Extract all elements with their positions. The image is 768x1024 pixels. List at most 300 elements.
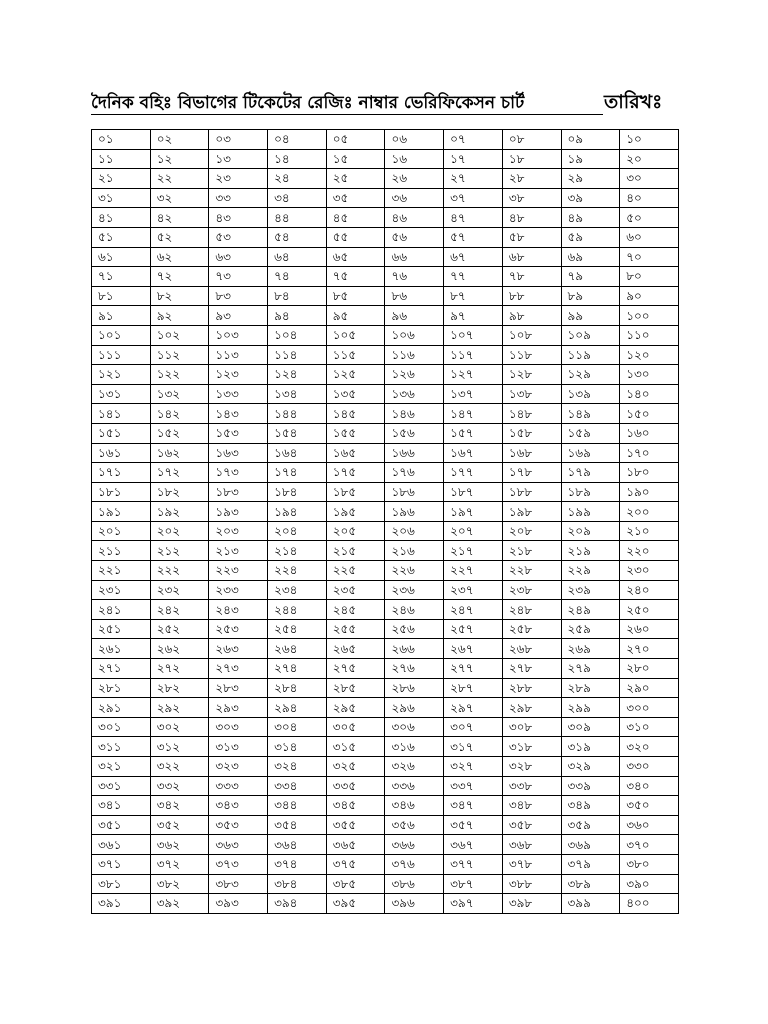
table-cell: ২৫৯: [561, 619, 620, 639]
table-cell: ৩৩: [209, 188, 268, 208]
table-cell: ৩৮৭: [444, 874, 503, 894]
table-cell: ৩৫৪: [268, 815, 327, 835]
table-cell: ২০৫: [326, 521, 385, 541]
table-cell: ২০৬: [385, 521, 444, 541]
table-cell: ১৪৫: [326, 404, 385, 424]
table-cell: ৩৯৪: [268, 894, 327, 914]
table-cell: ২৯০: [620, 678, 679, 698]
table-cell: ০৮: [502, 130, 561, 150]
table-cell: ৩৯৬: [385, 894, 444, 914]
table-cell: ২৮: [502, 169, 561, 189]
table-cell: ০৬: [385, 130, 444, 150]
table-cell: ৩৫৮: [502, 815, 561, 835]
table-cell: ২৪১: [92, 600, 151, 620]
table-cell: ৩৩২: [150, 776, 209, 796]
table-cell: ৩৪৯: [561, 796, 620, 816]
table-row: [92, 541, 679, 561]
table-cell: ১৭৭: [444, 463, 503, 483]
table-cell: ৩৭৬: [385, 854, 444, 874]
table-cell: ১১৭: [444, 345, 503, 365]
table-cell: ৩৯০: [620, 874, 679, 894]
table-cell: ২৬৬: [385, 639, 444, 659]
table-cell: ৩১২: [150, 737, 209, 757]
table-cell: ২৮৫: [326, 678, 385, 698]
table-row: [92, 384, 679, 404]
table-cell: ২৬৭: [444, 639, 503, 659]
table-cell: ১১৬: [385, 345, 444, 365]
table-cell: ১১৯: [561, 345, 620, 365]
table-cell: ৯৭: [444, 306, 503, 326]
table-cell: ৩৭২: [150, 854, 209, 874]
table-cell: ৩৭৫: [326, 854, 385, 874]
table-cell: ৩০৪: [268, 717, 327, 737]
table-cell: ৩৮৬: [385, 874, 444, 894]
table-cell: ৩১৯: [561, 737, 620, 757]
table-cell: ১৩৮: [502, 384, 561, 404]
table-cell: ১৭৪: [268, 463, 327, 483]
table-cell: ১৭৮: [502, 463, 561, 483]
table-cell: ২৩২: [150, 580, 209, 600]
table-cell: ১০: [620, 130, 679, 150]
table-cell: ২৪৩: [209, 600, 268, 620]
table-cell: ৩৩৫: [326, 776, 385, 796]
table-cell: ১৬০: [620, 423, 679, 443]
table-cell: ১৯১: [92, 502, 151, 522]
table-row: [92, 678, 679, 698]
table-cell: ২৮৭: [444, 678, 503, 698]
table-cell: ১৬২: [150, 443, 209, 463]
table-cell: ২৩৩: [209, 580, 268, 600]
table-cell: ১২৩: [209, 365, 268, 385]
table-cell: ৮৯: [561, 286, 620, 306]
table-cell: ৫২: [150, 227, 209, 247]
table-cell: ১৪৮: [502, 404, 561, 424]
table-cell: ৩৯৭: [444, 894, 503, 914]
table-cell: ১১৩: [209, 345, 268, 365]
table-cell: ২২৬: [385, 561, 444, 581]
table-cell: ৩৭৭: [444, 854, 503, 874]
table-cell: ২০৪: [268, 521, 327, 541]
table-cell: ১৫২: [150, 423, 209, 443]
table-cell: ০৭: [444, 130, 503, 150]
table-cell: ৩৬৯: [561, 835, 620, 855]
table-cell: ১৭৩: [209, 463, 268, 483]
table-row: [92, 325, 679, 345]
chart-header: [91, 92, 681, 118]
table-cell: ১২৮: [502, 365, 561, 385]
table-cell: ৬০: [620, 227, 679, 247]
table-cell: ৩৩৬: [385, 776, 444, 796]
table-cell: ৯৩: [209, 306, 268, 326]
table-cell: ১৮৩: [209, 482, 268, 502]
table-cell: ১১৫: [326, 345, 385, 365]
table-cell: ৩০৬: [385, 717, 444, 737]
table-cell: ২৫১: [92, 619, 151, 639]
table-cell: ৩৩৩: [209, 776, 268, 796]
table-cell: ২১১: [92, 541, 151, 561]
table-cell: ২৬০: [620, 619, 679, 639]
table-cell: ১৯৫: [326, 502, 385, 522]
table-row: [92, 502, 679, 522]
table-row: [92, 698, 679, 718]
table-cell: ৩৩০: [620, 757, 679, 777]
table-cell: ১৭৫: [326, 463, 385, 483]
table-row: [92, 737, 679, 757]
table-cell: ৩৭৪: [268, 854, 327, 874]
table-cell: ১৩৫: [326, 384, 385, 404]
table-cell: ১০৫: [326, 325, 385, 345]
table-cell: ৮৬: [385, 286, 444, 306]
table-cell: ১৪: [268, 149, 327, 169]
table-cell: ২৯: [561, 169, 620, 189]
table-cell: ৩৪৫: [326, 796, 385, 816]
table-cell: ২৮৬: [385, 678, 444, 698]
table-cell: ৩৬১: [92, 835, 151, 855]
table-cell: ৬৪: [268, 247, 327, 267]
table-cell: ৩২২: [150, 757, 209, 777]
table-cell: ২৮১: [92, 678, 151, 698]
table-cell: ২২৫: [326, 561, 385, 581]
table-cell: ২৫৬: [385, 619, 444, 639]
table-row: [92, 227, 679, 247]
table-cell: ১৬৬: [385, 443, 444, 463]
table-cell: ৮৪: [268, 286, 327, 306]
table-cell: ১৬৮: [502, 443, 561, 463]
table-cell: ২৮২: [150, 678, 209, 698]
table-cell: ২৬২: [150, 639, 209, 659]
table-cell: ১২৯: [561, 365, 620, 385]
table-cell: ২১২: [150, 541, 209, 561]
table-cell: ৯০: [620, 286, 679, 306]
table-cell: ২৭৪: [268, 659, 327, 679]
table-cell: ৩০৭: [444, 717, 503, 737]
table-row: [92, 149, 679, 169]
table-cell: ১৪১: [92, 404, 151, 424]
table-cell: ৪৮: [502, 208, 561, 228]
table-row: [92, 561, 679, 581]
table-cell: ৩৪৪: [268, 796, 327, 816]
table-cell: ১১৮: [502, 345, 561, 365]
table-row: [92, 482, 679, 502]
table-cell: ১৩০: [620, 365, 679, 385]
table-cell: ২৯৫: [326, 698, 385, 718]
table-cell: ১৬: [385, 149, 444, 169]
table-row: [92, 600, 679, 620]
table-cell: ১৯২: [150, 502, 209, 522]
table-cell: ২১০: [620, 521, 679, 541]
table-cell: ২৪২: [150, 600, 209, 620]
table-cell: ২৮৪: [268, 678, 327, 698]
table-cell: ৩৪৮: [502, 796, 561, 816]
table-cell: ৩৪২: [150, 796, 209, 816]
table-row: [92, 521, 679, 541]
table-cell: ৩৯২: [150, 894, 209, 914]
table-cell: ১৮৬: [385, 482, 444, 502]
table-cell: ৫০: [620, 208, 679, 228]
table-cell: ১৩৪: [268, 384, 327, 404]
table-cell: ১৩৭: [444, 384, 503, 404]
table-cell: ৩৮৩: [209, 874, 268, 894]
table-cell: ৩৮৯: [561, 874, 620, 894]
table-cell: ৪৫: [326, 208, 385, 228]
table-cell: ৫৪: [268, 227, 327, 247]
table-cell: ৬৮: [502, 247, 561, 267]
table-cell: ৩৪: [268, 188, 327, 208]
table-cell: ১২৫: [326, 365, 385, 385]
table-cell: ৩৪০: [620, 776, 679, 796]
table-cell: ১৭: [444, 149, 503, 169]
table-cell: ২২৩: [209, 561, 268, 581]
table-cell: ০৩: [209, 130, 268, 150]
table-cell: ৩৩৪: [268, 776, 327, 796]
table-cell: ২০৭: [444, 521, 503, 541]
table-cell: ৩৭৮: [502, 854, 561, 874]
table-cell: ৩৬৫: [326, 835, 385, 855]
table-cell: ৩২৬: [385, 757, 444, 777]
table-cell: ২৮৩: [209, 678, 268, 698]
table-cell: ৩৬০: [620, 815, 679, 835]
table-cell: ১৩৩: [209, 384, 268, 404]
table-cell: ৩২৮: [502, 757, 561, 777]
table-row: [92, 306, 679, 326]
table-cell: ৩১৪: [268, 737, 327, 757]
table-cell: ২৩: [209, 169, 268, 189]
table-cell: ৩৯৯: [561, 894, 620, 914]
table-cell: ২৪৮: [502, 600, 561, 620]
table-cell: ৫১: [92, 227, 151, 247]
table-cell: ২৭৫: [326, 659, 385, 679]
table-cell: ২৭৯: [561, 659, 620, 679]
table-cell: ১৮২: [150, 482, 209, 502]
table-row: [92, 659, 679, 679]
table-cell: ২০৮: [502, 521, 561, 541]
table-cell: ২৯৩: [209, 698, 268, 718]
table-cell: ৩৮৮: [502, 874, 561, 894]
table-cell: ০৯: [561, 130, 620, 150]
table-cell: ২৯৬: [385, 698, 444, 718]
table-cell: ৯৪: [268, 306, 327, 326]
table-cell: ১২৭: [444, 365, 503, 385]
table-cell: ১৯৩: [209, 502, 268, 522]
table-cell: ১৪৪: [268, 404, 327, 424]
table-cell: ২৯৯: [561, 698, 620, 718]
table-cell: ৬১: [92, 247, 151, 267]
table-cell: ২৪: [268, 169, 327, 189]
table-cell: ৩৯১: [92, 894, 151, 914]
table-cell: ১১১: [92, 345, 151, 365]
table-cell: ১৯০: [620, 482, 679, 502]
table-cell: ১৯৬: [385, 502, 444, 522]
table-cell: ৩২৪: [268, 757, 327, 777]
table-cell: ৩৮২: [150, 874, 209, 894]
table-cell: ৩০৩: [209, 717, 268, 737]
table-cell: ২৬: [385, 169, 444, 189]
table-row: [92, 854, 679, 874]
table-row: [92, 345, 679, 365]
table-cell: ৪৩: [209, 208, 268, 228]
table-row: [92, 423, 679, 443]
table-cell: ১৭২: [150, 463, 209, 483]
table-row: [92, 894, 679, 914]
table-cell: ৩৮: [502, 188, 561, 208]
table-cell: ১৪৭: [444, 404, 503, 424]
table-cell: ১৬৩: [209, 443, 268, 463]
table-cell: ১২৬: [385, 365, 444, 385]
table-cell: ২১৯: [561, 541, 620, 561]
table-cell: ২৯৮: [502, 698, 561, 718]
table-cell: ২৪৯: [561, 600, 620, 620]
table-cell: ৮৫: [326, 286, 385, 306]
table-cell: ২০৩: [209, 521, 268, 541]
table-row: [92, 580, 679, 600]
table-cell: ১৭৬: [385, 463, 444, 483]
table-cell: ৩৮০: [620, 854, 679, 874]
table-cell: ২১৪: [268, 541, 327, 561]
table-cell: ২২৮: [502, 561, 561, 581]
table-cell: ৭৮: [502, 267, 561, 287]
table-cell: ২৯১: [92, 698, 151, 718]
table-cell: ৩৬২: [150, 835, 209, 855]
table-cell: ২৫: [326, 169, 385, 189]
table-cell: ৩৬৮: [502, 835, 561, 855]
table-cell: ৭৬: [385, 267, 444, 287]
table-cell: ২৩৮: [502, 580, 561, 600]
table-cell: ৩৬৭: [444, 835, 503, 855]
table-cell: ২৪৬: [385, 600, 444, 620]
table-cell: ১৩৬: [385, 384, 444, 404]
table-cell: ১৩১: [92, 384, 151, 404]
table-cell: ৫৯: [561, 227, 620, 247]
table-cell: ১৮৫: [326, 482, 385, 502]
table-cell: ৭১: [92, 267, 151, 287]
table-cell: ৩১০: [620, 717, 679, 737]
table-cell: ৭৭: [444, 267, 503, 287]
table-row: [92, 776, 679, 796]
table-cell: ১৩২: [150, 384, 209, 404]
table-cell: ২৭০: [620, 639, 679, 659]
table-cell: ৩২১: [92, 757, 151, 777]
table-cell: ৩১৬: [385, 737, 444, 757]
table-row: [92, 404, 679, 424]
table-cell: ৭৯: [561, 267, 620, 287]
table-cell: ১১২: [150, 345, 209, 365]
table-cell: ৩২৭: [444, 757, 503, 777]
table-cell: ০৫: [326, 130, 385, 150]
table-cell: ৭৫: [326, 267, 385, 287]
table-cell: ২৬৯: [561, 639, 620, 659]
table-cell: ২২৪: [268, 561, 327, 581]
table-cell: ২৪৭: [444, 600, 503, 620]
table-row: [92, 619, 679, 639]
table-cell: ৩২৩: [209, 757, 268, 777]
table-cell: ৩০৯: [561, 717, 620, 737]
table-cell: ১০৮: [502, 325, 561, 345]
table-cell: ১৪৯: [561, 404, 620, 424]
table-cell: ৮৮: [502, 286, 561, 306]
table-cell: ৩৪৩: [209, 796, 268, 816]
table-cell: ১৪০: [620, 384, 679, 404]
table-cell: ৩১৩: [209, 737, 268, 757]
table-cell: ২৫৮: [502, 619, 561, 639]
table-cell: ১১০: [620, 325, 679, 345]
table-cell: ২৩৫: [326, 580, 385, 600]
table-cell: ২১৩: [209, 541, 268, 561]
table-cell: ৪১: [92, 208, 151, 228]
verification-number-table: [91, 129, 679, 914]
title-underline: [91, 114, 603, 115]
table-row: [92, 835, 679, 855]
table-cell: ৩৮৫: [326, 874, 385, 894]
table-cell: ৩১৫: [326, 737, 385, 757]
table-cell: ৩৫৬: [385, 815, 444, 835]
table-cell: ২৭৮: [502, 659, 561, 679]
table-row: [92, 463, 679, 483]
table-cell: ১৮৯: [561, 482, 620, 502]
table-cell: ১৫৬: [385, 423, 444, 443]
table-cell: ৬৩: [209, 247, 268, 267]
table-cell: ২২১: [92, 561, 151, 581]
table-cell: ১৮৪: [268, 482, 327, 502]
table-cell: ১৫৪: [268, 423, 327, 443]
table-cell: ২৫২: [150, 619, 209, 639]
table-cell: ১৪৩: [209, 404, 268, 424]
table-cell: ৩৩১: [92, 776, 151, 796]
table-cell: ১৬৫: [326, 443, 385, 463]
table-cell: ১৭০: [620, 443, 679, 463]
table-cell: ৩২০: [620, 737, 679, 757]
table-row: [92, 815, 679, 835]
table-cell: ১০৭: [444, 325, 503, 345]
table-cell: ২৭৬: [385, 659, 444, 679]
table-cell: ৮১: [92, 286, 151, 306]
table-cell: ২৯৭: [444, 698, 503, 718]
table-body: [92, 130, 679, 914]
table-cell: ৩৫০: [620, 796, 679, 816]
table-cell: ৩৩৮: [502, 776, 561, 796]
table-cell: ৬৬: [385, 247, 444, 267]
table-cell: ২১৮: [502, 541, 561, 561]
table-cell: ২৪০: [620, 580, 679, 600]
table-cell: ১২০: [620, 345, 679, 365]
table-cell: ২৭: [444, 169, 503, 189]
table-cell: ২৫৪: [268, 619, 327, 639]
table-cell: ১৯: [561, 149, 620, 169]
table-row: [92, 874, 679, 894]
table-cell: ৩৪৬: [385, 796, 444, 816]
table-cell: ১০২: [150, 325, 209, 345]
table-cell: ৩৫৭: [444, 815, 503, 835]
table-cell: ৯৬: [385, 306, 444, 326]
table-cell: ২৩৬: [385, 580, 444, 600]
table-cell: ৫৩: [209, 227, 268, 247]
table-row: [92, 188, 679, 208]
table-cell: ২৮০: [620, 659, 679, 679]
table-row: [92, 757, 679, 777]
table-cell: ৩৯: [561, 188, 620, 208]
table-cell: ২৬৪: [268, 639, 327, 659]
table-cell: ১০৯: [561, 325, 620, 345]
table-cell: ২০২: [150, 521, 209, 541]
table-cell: ৪০০: [620, 894, 679, 914]
table-cell: ৩৭: [444, 188, 503, 208]
table-cell: ২৭১: [92, 659, 151, 679]
table-cell: ৩৯৫: [326, 894, 385, 914]
table-cell: ২৬১: [92, 639, 151, 659]
table-cell: ৩৮১: [92, 874, 151, 894]
table-cell: ৩১৮: [502, 737, 561, 757]
table-cell: ১৮১: [92, 482, 151, 502]
table-cell: ২৫৩: [209, 619, 268, 639]
